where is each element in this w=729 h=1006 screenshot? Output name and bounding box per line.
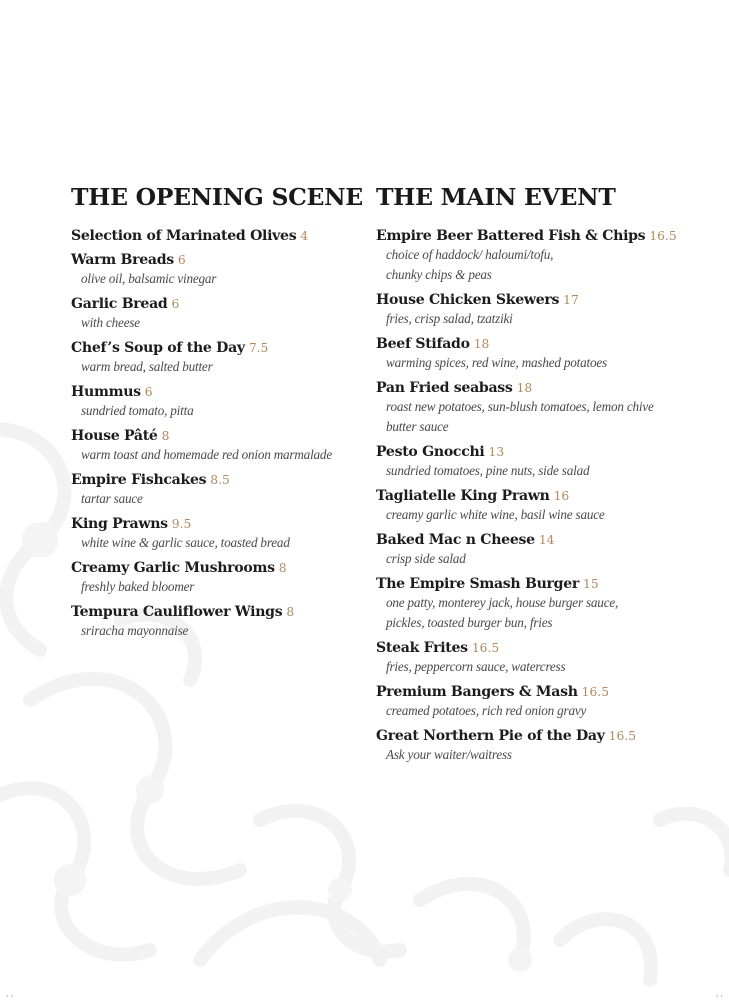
menu-item-line bbox=[71, 516, 361, 533]
menu-item-line bbox=[71, 252, 361, 269]
main-event-list bbox=[376, 228, 706, 765]
menu-item-description: fries, crisp salad, tzatziki bbox=[386, 311, 513, 326]
menu-item-price: 15 bbox=[583, 577, 599, 591]
menu-item-line bbox=[376, 488, 706, 505]
menu-item-line bbox=[376, 728, 706, 745]
menu-item-name: Beef Stifado bbox=[376, 336, 470, 352]
menu-item-description: fries, peppercorn sauce, watercress bbox=[386, 659, 566, 674]
menu-item-name: Tempura Cauliflower Wings bbox=[71, 604, 283, 620]
menu-item-description: pickles, toasted burger bun, fries bbox=[386, 615, 553, 630]
menu-item-price: 8 bbox=[278, 561, 287, 575]
menu-item bbox=[71, 516, 361, 553]
menu-item-description: chunky chips & peas bbox=[386, 267, 492, 282]
menu-item-line bbox=[376, 380, 706, 397]
menu-item-line bbox=[376, 640, 706, 657]
menu-item-name: Creamy Garlic Mushrooms bbox=[71, 560, 275, 576]
menu-item bbox=[376, 380, 706, 437]
menu-item-price: 6 bbox=[171, 297, 180, 311]
menu-item-line bbox=[376, 336, 706, 353]
menu-item-description: tartar sauce bbox=[81, 491, 143, 506]
menu-item-price: 7.5 bbox=[248, 341, 269, 355]
menu-item-description: crisp side salad bbox=[386, 551, 466, 566]
menu-item-name: Hummus bbox=[71, 384, 141, 400]
menu-item-name: Great Northern Pie of the Day bbox=[376, 728, 605, 744]
menu-item-price: 8 bbox=[161, 429, 170, 443]
menu-item-description: roast new potatoes, sun-blush tomatoes, lemon chive bbox=[386, 399, 654, 414]
menu-item-price: 8.5 bbox=[210, 473, 230, 487]
main-event-heading: THE MAIN EVENT bbox=[376, 183, 616, 211]
menu-item-price: 16 bbox=[553, 489, 570, 503]
menu-item-name: Warm Breads bbox=[71, 252, 174, 268]
menu-item-name: Baked Mac n Cheese bbox=[376, 532, 535, 548]
menu-item bbox=[376, 488, 706, 525]
menu-item-price: 6 bbox=[144, 385, 153, 399]
menu-item-description: warm toast and homemade red onion marmalade bbox=[81, 447, 332, 462]
menu-item-name: Pesto Gnocchi bbox=[376, 444, 485, 460]
menu-item bbox=[71, 252, 361, 289]
menu-item-name: House Pâté bbox=[71, 428, 158, 444]
menu-item-description: warm bread, salted butter bbox=[81, 359, 213, 374]
opening-scene-heading: THE OPENING SCENE bbox=[71, 183, 363, 211]
menu-item-line bbox=[376, 532, 706, 549]
menu-item-description: with cheese bbox=[81, 315, 140, 330]
menu-item bbox=[71, 228, 361, 245]
menu-item-description: freshly baked bloomer bbox=[81, 579, 195, 594]
menu-item-line bbox=[376, 228, 706, 245]
menu-item-price: 18 bbox=[516, 381, 533, 395]
menu-item-description: creamed potatoes, rich red onion gravy bbox=[386, 703, 587, 718]
opening-scene-list bbox=[71, 228, 361, 641]
menu-item-price: 17 bbox=[563, 293, 579, 307]
menu-item-line bbox=[71, 340, 361, 357]
menu-item-description: choice of haddock/ haloumi/tofu, bbox=[386, 247, 554, 262]
menu-item-line bbox=[376, 576, 706, 593]
menu-item bbox=[71, 560, 361, 597]
menu-item-line bbox=[71, 296, 361, 313]
menu-item-line bbox=[376, 444, 706, 461]
menu-item-name: Tagliatelle King Prawn bbox=[376, 488, 550, 504]
menu-item-description: sundried tomato, pitta bbox=[81, 403, 194, 418]
menu-item-price: 6 bbox=[177, 253, 186, 267]
menu-item bbox=[71, 340, 361, 377]
menu-item-line bbox=[71, 472, 361, 489]
menu-item-line bbox=[71, 604, 361, 621]
menu-item bbox=[71, 428, 361, 465]
menu-item-line bbox=[376, 684, 706, 701]
menu-item-name: Selection of Marinated Olives bbox=[71, 228, 297, 244]
menu-item-description: sriracha mayonnaise bbox=[81, 623, 189, 638]
menu-item bbox=[376, 292, 706, 329]
menu-item-description: white wine & garlic sauce, toasted bread bbox=[81, 535, 290, 550]
menu-item-price: 8 bbox=[286, 605, 295, 619]
menu-item bbox=[376, 444, 706, 481]
menu-item-line bbox=[71, 384, 361, 401]
menu-item-name: Premium Bangers & Mash bbox=[376, 684, 578, 700]
menu-item-name: The Empire Smash Burger bbox=[376, 576, 580, 592]
menu-item bbox=[376, 336, 706, 373]
menu-item bbox=[71, 296, 361, 333]
menu-item-price: 9.5 bbox=[171, 517, 192, 531]
menu-item-description: one patty, monterey jack, house burger sauce, bbox=[386, 595, 619, 610]
menu-item-price: 16.5 bbox=[581, 685, 610, 699]
menu-item bbox=[376, 532, 706, 569]
menu-item-line bbox=[71, 228, 361, 245]
menu-item bbox=[376, 228, 706, 285]
menu-item-name: House Chicken Skewers bbox=[376, 292, 560, 308]
menu-item-name: Garlic Bread bbox=[71, 296, 168, 312]
menu-item-price: 16.5 bbox=[649, 229, 677, 243]
menu-item-price: 18 bbox=[473, 337, 490, 351]
menu-item-line bbox=[71, 560, 361, 577]
menu-item-price: 4 bbox=[300, 229, 309, 243]
menu-item-name: Pan Fried seabass bbox=[376, 380, 513, 396]
menu-item bbox=[376, 576, 706, 633]
corner-crop-mark-right: ' ' bbox=[716, 994, 723, 1003]
menu-item bbox=[71, 472, 361, 509]
menu-item-description: olive oil, balsamic vinegar bbox=[81, 271, 217, 286]
menu-item-name: King Prawns bbox=[71, 516, 168, 532]
corner-crop-mark-left: ' ' bbox=[6, 994, 13, 1003]
menu-item bbox=[376, 728, 706, 765]
opening-scene-column bbox=[71, 182, 361, 648]
menu-item-line bbox=[71, 428, 361, 445]
menu-item-price: 13 bbox=[488, 445, 505, 459]
menu-item-name: Steak Frites bbox=[376, 640, 468, 656]
menu-item-description: creamy garlic white wine, basil wine sauce bbox=[386, 507, 605, 522]
menu-item-price: 16.5 bbox=[471, 641, 500, 655]
menu-item-name: Empire Beer Battered Fish & Chips bbox=[376, 228, 646, 244]
menu-item-price: 16.5 bbox=[608, 729, 637, 743]
menu-item bbox=[376, 640, 706, 677]
menu-item bbox=[376, 684, 706, 721]
menu-item-line bbox=[376, 292, 706, 309]
menu-item-description: sundried tomatoes, pine nuts, side salad bbox=[386, 463, 590, 478]
menu-item-name: Empire Fishcakes bbox=[71, 472, 207, 488]
menu-item-price: 14 bbox=[538, 533, 555, 547]
menu-item bbox=[71, 604, 361, 641]
menu-item-description: butter sauce bbox=[386, 419, 449, 434]
menu-item bbox=[71, 384, 361, 421]
main-event-column bbox=[376, 182, 706, 772]
menu-item-description: warming spices, red wine, mashed potatoes bbox=[386, 355, 607, 370]
menu-item-name: Chef’s Soup of the Day bbox=[71, 340, 245, 356]
menu-item-description: Ask your waiter/waitress bbox=[386, 747, 512, 762]
